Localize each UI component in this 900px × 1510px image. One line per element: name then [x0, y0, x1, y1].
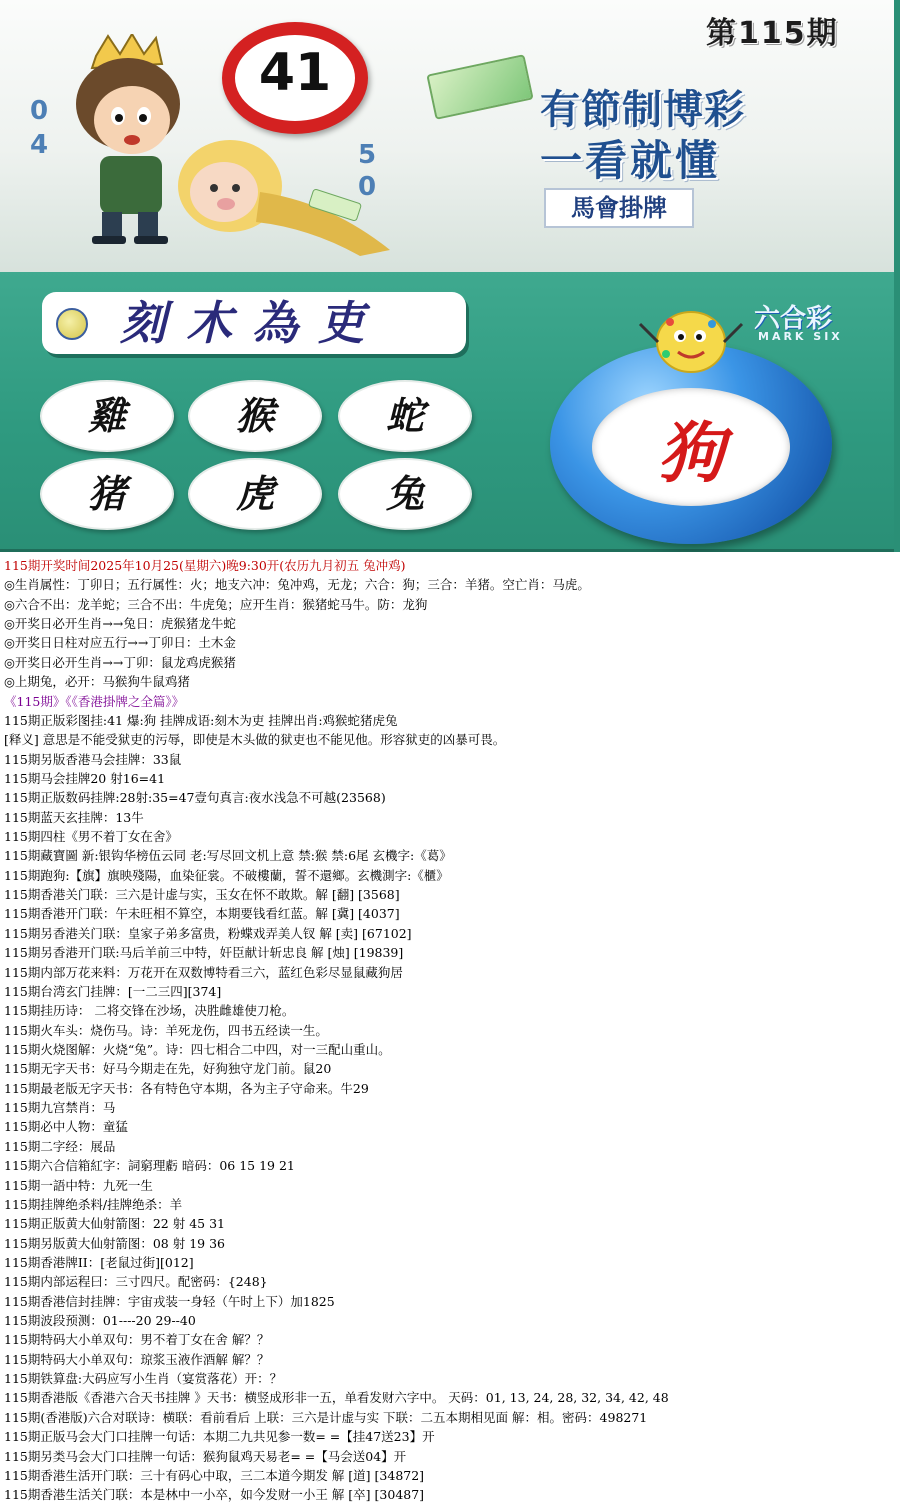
ball-zodiac: 狗 — [658, 414, 724, 492]
zodiac-bubble: 兔 — [338, 458, 472, 530]
info-line: 115期另香港关门联：皇家子弟多富贵，粉蝶戏弄美人钗 解 [卖] [67102] — [4, 925, 412, 941]
info-line: 115期马会挂牌20 射16=41 — [4, 770, 166, 786]
zodiac-bubble: 猴 — [188, 380, 322, 452]
info-line: 115期无字天书：好马今期走在先，好狗独守龙门前。鼠20 — [4, 1061, 332, 1077]
mark-six-logo-cn: 六合彩 — [754, 304, 833, 334]
info-line: 115期开奖时间2025年10月25(星期六)晚9:30开(农历九月初五 兔冲鸡) — [4, 558, 406, 573]
info-line: ◎六合不出：龙羊蛇；三合不出：牛虎兔；应开生肖：猴猪蛇马牛。防：龙狗 — [4, 596, 428, 612]
mark-six-logo-en: MARK SIX — [758, 330, 843, 343]
info-line: 115期香港开门联：午未旺相不算空，本期要钱看红蓝。解 [冀] [4037] — [4, 906, 400, 922]
info-line: 115期另香港开门联:马后羊前三中特，奸臣献计斩忠良 解 [烛] [19839] — [4, 945, 404, 961]
banner-side-strip — [894, 0, 900, 552]
info-line: 115期火车头：烧伤马。诗：羊死龙伤，四书五经读一生。 — [4, 1022, 328, 1038]
info-line: 115期挂牌绝杀料/挂牌绝杀：羊 — [4, 1196, 183, 1212]
info-line: 115期香港牌II：[老鼠过街][012] — [4, 1254, 194, 1270]
subtitle-label: 馬會掛牌 — [544, 188, 694, 228]
info-line: 115期藏寶圖 新:银钩华榜伍云同 老:写尽回文机上意 禁:猴 禁:6尾 玄機字:《葛》 — [4, 848, 452, 864]
deco-digit: 0 — [358, 172, 377, 202]
zodiac-bubble: 猪 — [40, 458, 174, 530]
info-line: ◎开奖日日柱对应五行→→丁卯日：土木金 — [4, 635, 236, 651]
info-line: 115期挂历诗： 二将交锋在沙场，决胜雌雄使刀枪。 — [4, 1003, 295, 1019]
info-line: 《115期》《《香港掛牌之全篇》》 — [4, 693, 185, 709]
info-line: 115期铁算盘:大码应写小生肖（宴赏落花）开：？ — [4, 1371, 283, 1387]
speed-sign-number: 41 — [258, 43, 332, 103]
slogan-line-1: 有節制博彩 — [540, 87, 745, 133]
info-line: 115期蓝天玄挂牌：13牛 — [4, 809, 144, 825]
deco-digit: 5 — [358, 140, 377, 170]
issue-label: 第115期 — [706, 16, 839, 51]
info-line: 115期另版香港马会挂牌：33鼠 — [4, 751, 182, 767]
info-line: [释义] 意思是不能受狱吏的污辱，即使是木头做的狱吏也不能见他。形容狱吏的凶暴可畏。 — [4, 732, 506, 748]
info-line: 115期特码大小单双句：琼浆玉液作酒解 解？？ — [4, 1351, 270, 1367]
info-line: 115期正版彩图挂:41 爆:狗 挂牌成语:刻木为吏 挂牌出肖:鸡猴蛇猪虎兔 — [4, 712, 398, 728]
slogan-line-2: 一看就懂 — [540, 136, 721, 185]
cartoon-pig-icon — [160, 132, 400, 262]
info-line: 115期香港信封挂牌：宇宙戎装一身轻（午时上下）加1825 — [4, 1293, 335, 1309]
info-line: 115期另版黄大仙射箭图：08 射 19 36 — [4, 1235, 225, 1251]
info-line: 115期另类马会大门口挂牌一句话：猴狗鼠鸡天易老= =【马会送04】开 — [4, 1448, 407, 1464]
zodiac-bubble: 虎 — [188, 458, 322, 530]
info-line: 115期内部运程曰：三寸四尺。配密码：{248} — [4, 1274, 268, 1290]
coin-badge-icon — [56, 308, 88, 340]
info-line: 115期(香港版)六合对联诗：横联：看前看后 上联：三六是计虚与实 下联：二五本期相见面 解：相。密码：498271 — [4, 1409, 648, 1425]
info-line: 115期香港生活关门联：本是林中一小卒，如今发财一小王 解 [卒] [30487] — [4, 1487, 425, 1503]
info-line: 115期正版数码挂牌:28射:35=47壹句真言:夜水浅急不可越(23568) — [4, 790, 386, 806]
mascot-ball-icon — [636, 302, 746, 378]
hanging-phrase: 刻木為吏 — [120, 296, 384, 350]
info-line: 115期正版黄大仙射箭图：22 射 45 31 — [4, 1216, 225, 1232]
info-line: 115期最老版无字天书：各有特色守本期，各为主子守命来。牛29 — [4, 1080, 369, 1096]
info-line: 115期香港关门联：三六是计虚与实，玉女在怀不敢欺。解 [翻] [3568] — [4, 887, 400, 903]
info-line: 115期香港版《香港六合天书挂牌 》天书：横竖成形非一五，单看发财六字中。 天码：01, 13, 24, 28, 32, 34, 42, 48 — [4, 1390, 669, 1406]
banner-image — [0, 0, 900, 552]
info-line: 115期火烧图解：火烧“兔”。诗：四七相合二中四，对一三配山重山。 — [4, 1041, 391, 1057]
deco-digit: 4 — [30, 130, 49, 160]
ball-window — [592, 388, 790, 506]
info-line: ◎生肖属性：丁卯日；五行属性：火；地支六冲：兔冲鸡，无龙；六合：狗；三合：羊猪。空亡肖：马虎。 — [4, 577, 590, 593]
info-line: ◎开奖日必开生肖→→兔日：虎猴猪龙牛蛇 — [4, 616, 236, 632]
info-line: 115期特码大小单双句：男不着丁女在舍 解？？ — [4, 1332, 270, 1348]
info-line: 115期一語中特：九死一生 — [4, 1177, 153, 1193]
info-line: 115期台湾玄门挂牌：[一二三四][374] — [4, 983, 222, 999]
zodiac-bubble: 雞 — [40, 380, 174, 452]
info-line: 115期香港生活开门联：三十有码心中取，三二本道今期发 解 [道] [34872] — [4, 1467, 425, 1483]
info-line: 115期内部万花来料：万花开在双数博特看三六，蓝红色彩尽显鼠藏狗居 — [4, 964, 403, 980]
banner-divider — [0, 549, 900, 552]
info-line: 115期正版马会大门口挂牌一句话：本期二九共见参一数= =【挂47送23】开 — [4, 1429, 435, 1445]
zodiac-bubble: 蛇 — [338, 380, 472, 452]
speed-sign — [222, 22, 368, 134]
info-line: 115期九宫禁肖：马 — [4, 1100, 116, 1116]
info-line: 115期必中人物：童猛 — [4, 1119, 128, 1135]
info-line: 115期二字经：展品 — [4, 1138, 116, 1154]
info-line: 115期六合信箱紅字：詞窮理虧 暗码：06 15 19 21 — [4, 1158, 295, 1174]
phrase-panel — [42, 292, 466, 354]
info-line: 115期四柱《男不着丁女在舍》 — [4, 829, 178, 845]
deco-digit: 0 — [30, 96, 49, 126]
info-line: 115期波段预测：01----20 29--40 — [4, 1313, 196, 1329]
info-line: ◎开奖日必开生肖→→丁卯：鼠龙鸡虎猴猪 — [4, 654, 236, 670]
info-line: ◎上期兔，必开：马猴狗牛鼠鸡猪 — [4, 674, 190, 690]
mark-six-logo — [754, 298, 872, 344]
info-line: 115期跑狗:【旗】旗映殘陽，血染征裳。不破樓蘭，誓不還鄉。玄機測字:《櫃》 — [4, 867, 449, 883]
info-text-lines — [4, 556, 896, 1505]
